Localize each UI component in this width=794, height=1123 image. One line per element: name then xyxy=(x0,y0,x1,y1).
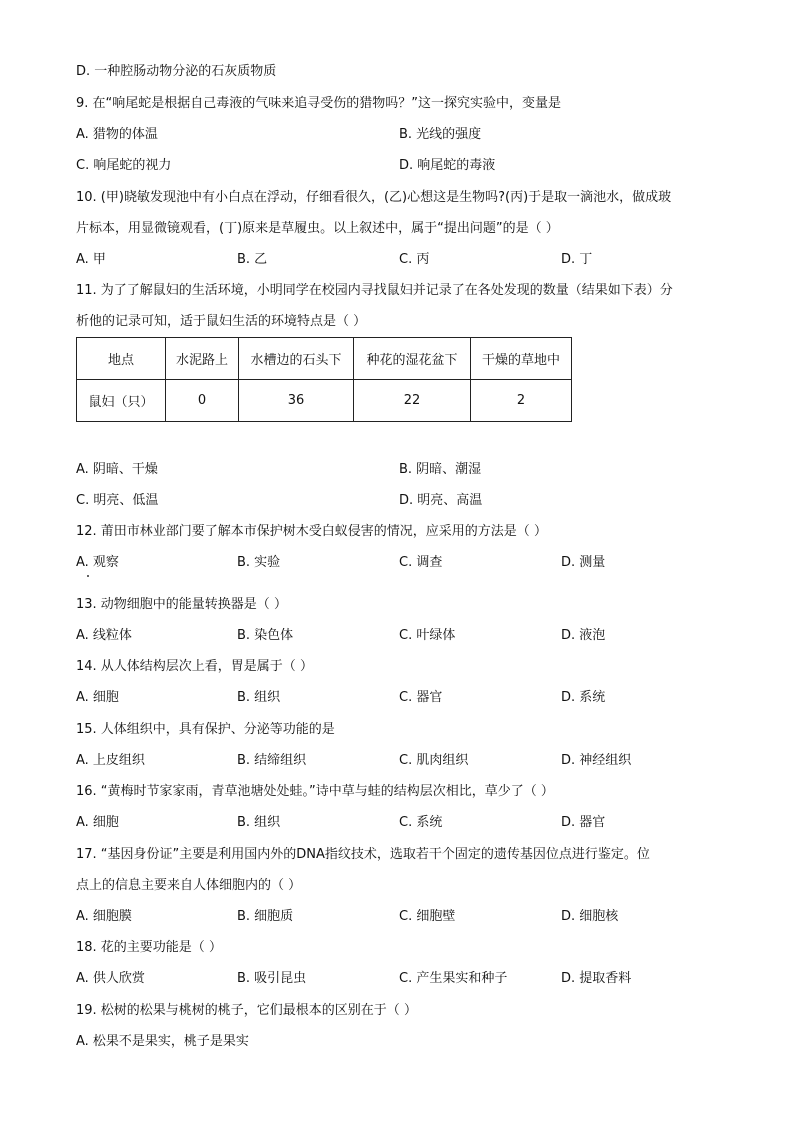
q19-option-a: A. 松果不是果实，桃子是果实 xyxy=(76,1034,249,1049)
question-13: 13. 动物细胞中的能量转换器是（ ） xyxy=(76,597,287,612)
q17-option-c: C. 细胞壁 xyxy=(399,909,456,924)
q13-option-a: A. 线粒体 xyxy=(76,628,132,643)
question-14: 14. 从人体结构层次上看，胃是属于（ ） xyxy=(76,659,313,674)
table-cell: 0 xyxy=(166,380,239,422)
q9-option-b: B. 光线的强度 xyxy=(399,127,482,142)
q15-option-a: A. 上皮组织 xyxy=(76,753,145,768)
q15-option-c: C. 肌肉组织 xyxy=(399,753,469,768)
question-17-line-1: 17. “基因身份证”主要是利用国内外的DNA指纹技术，选取若干个固定的遗传基因位点进行鉴定。位 xyxy=(76,847,650,862)
table-header-cell: 地点 xyxy=(77,338,166,380)
q12-option-a: A. 观察 xyxy=(76,555,119,570)
q18-option-c: C. 产生果实和种子 xyxy=(399,971,508,986)
question-19: 19. 松树的松果与桃树的桃子，它们最根本的区别在于（ ） xyxy=(76,1003,417,1018)
q14-option-d: D. 系统 xyxy=(561,690,606,705)
q18-option-d: D. 提取香料 xyxy=(561,971,632,986)
question-11-line-1: 11. 为了了解鼠妇的生活环境，小明同学在校园内寻找鼠妇并记录了在各处发现的数量（结果如下表）分 xyxy=(76,283,673,298)
q18-option-b: B. 吸引昆虫 xyxy=(237,971,307,986)
q11-option-c: C. 明亮、低温 xyxy=(76,493,159,508)
table-cell: 鼠妇（只） xyxy=(77,380,166,422)
q11-option-d: D. 明亮、高温 xyxy=(399,493,483,508)
question-12: 12. 莆田市林业部门要了解本市保护树木受白蚁侵害的情况，应采用的方法是（ ） xyxy=(76,524,547,539)
question-17-line-2: 点上的信息主要来自人体细胞内的（ ） xyxy=(76,878,302,893)
q17-option-b: B. 细胞质 xyxy=(237,909,294,924)
question-15: 15. 人体组织中，具有保护、分泌等功能的是 xyxy=(76,722,335,737)
table-header-cell: 种花的湿花盆下 xyxy=(354,338,471,380)
q10-option-b: B. 乙 xyxy=(237,252,268,267)
q9-option-d: D. 响尾蛇的毒液 xyxy=(399,158,496,173)
q16-option-b: B. 组织 xyxy=(237,815,281,830)
q11-option-a: A. 阴暗、干燥 xyxy=(76,462,158,477)
question-18: 18. 花的主要功能是（ ） xyxy=(76,940,222,955)
q16-option-a: A. 细胞 xyxy=(76,815,119,830)
table-cell: 2 xyxy=(471,380,572,422)
q12-option-d: D. 测量 xyxy=(561,555,606,570)
q16-option-c: C. 系统 xyxy=(399,815,443,830)
question-16: 16. “黄梅时节家家雨，青草池塘处处蛙。”诗中草与蛙的结构层次相比，草少了（ ） xyxy=(76,784,554,799)
q17-option-a: A. 细胞膜 xyxy=(76,909,132,924)
table-cell: 22 xyxy=(354,380,471,422)
q18-option-a: A. 供人欣赏 xyxy=(76,971,145,986)
q12-option-c: C. 调查 xyxy=(399,555,443,570)
q14-option-a: A. 细胞 xyxy=(76,690,119,705)
woodlouse-survey-table xyxy=(76,337,572,422)
q14-option-c: C. 器官 xyxy=(399,690,443,705)
q13-option-b: B. 染色体 xyxy=(237,628,294,643)
q8-option-d: D. 一种腔肠动物分泌的石灰质物质 xyxy=(76,64,277,79)
table-header-cell: 水泥路上 xyxy=(166,338,239,380)
table-cell: 36 xyxy=(239,380,354,422)
q12-option-b: B. 实验 xyxy=(237,555,281,570)
q15-option-d: D. 神经组织 xyxy=(561,753,632,768)
table-header-cell: 干燥的草地中 xyxy=(471,338,572,380)
question-10-line-1: 10. (甲)晓敏发现池中有小白点在浮动，仔细看很久，(乙)心想这是生物吗?(丙)于是取一滴池水，做成玻 xyxy=(76,190,672,205)
q14-option-b: B. 组织 xyxy=(237,690,281,705)
q9-option-c: C. 响尾蛇的视力 xyxy=(76,158,172,173)
q9-option-a: A. 猎物的体温 xyxy=(76,127,158,142)
question-9: 9. 在“响尾蛇是根据自己毒液的气味来追寻受伤的猎物吗？”这一探究实验中，变量是 xyxy=(76,96,562,111)
table-row xyxy=(77,380,572,422)
q10-option-d: D. 丁 xyxy=(561,252,593,267)
q10-option-c: C. 丙 xyxy=(399,252,430,267)
table-header-cell: 水槽边的石头下 xyxy=(239,338,354,380)
q10-option-a: A. 甲 xyxy=(76,252,106,267)
q16-option-d: D. 器官 xyxy=(561,815,606,830)
q13-option-d: D. 液泡 xyxy=(561,628,606,643)
q13-option-c: C. 叶绿体 xyxy=(399,628,456,643)
q17-option-d: D. 细胞核 xyxy=(561,909,619,924)
stray-dot-mark xyxy=(87,575,89,577)
question-10-line-2: 片标本，用显微镜观看，(丁)原来是草履虫。以上叙述中，属于“提出问题”的是（ ） xyxy=(76,221,559,236)
table-header-row xyxy=(77,338,572,380)
q15-option-b: B. 结缔组织 xyxy=(237,753,307,768)
q11-option-b: B. 阴暗、潮湿 xyxy=(399,462,482,477)
question-11-line-2: 析他的记录可知，适于鼠妇生活的环境特点是（ ） xyxy=(76,314,367,329)
